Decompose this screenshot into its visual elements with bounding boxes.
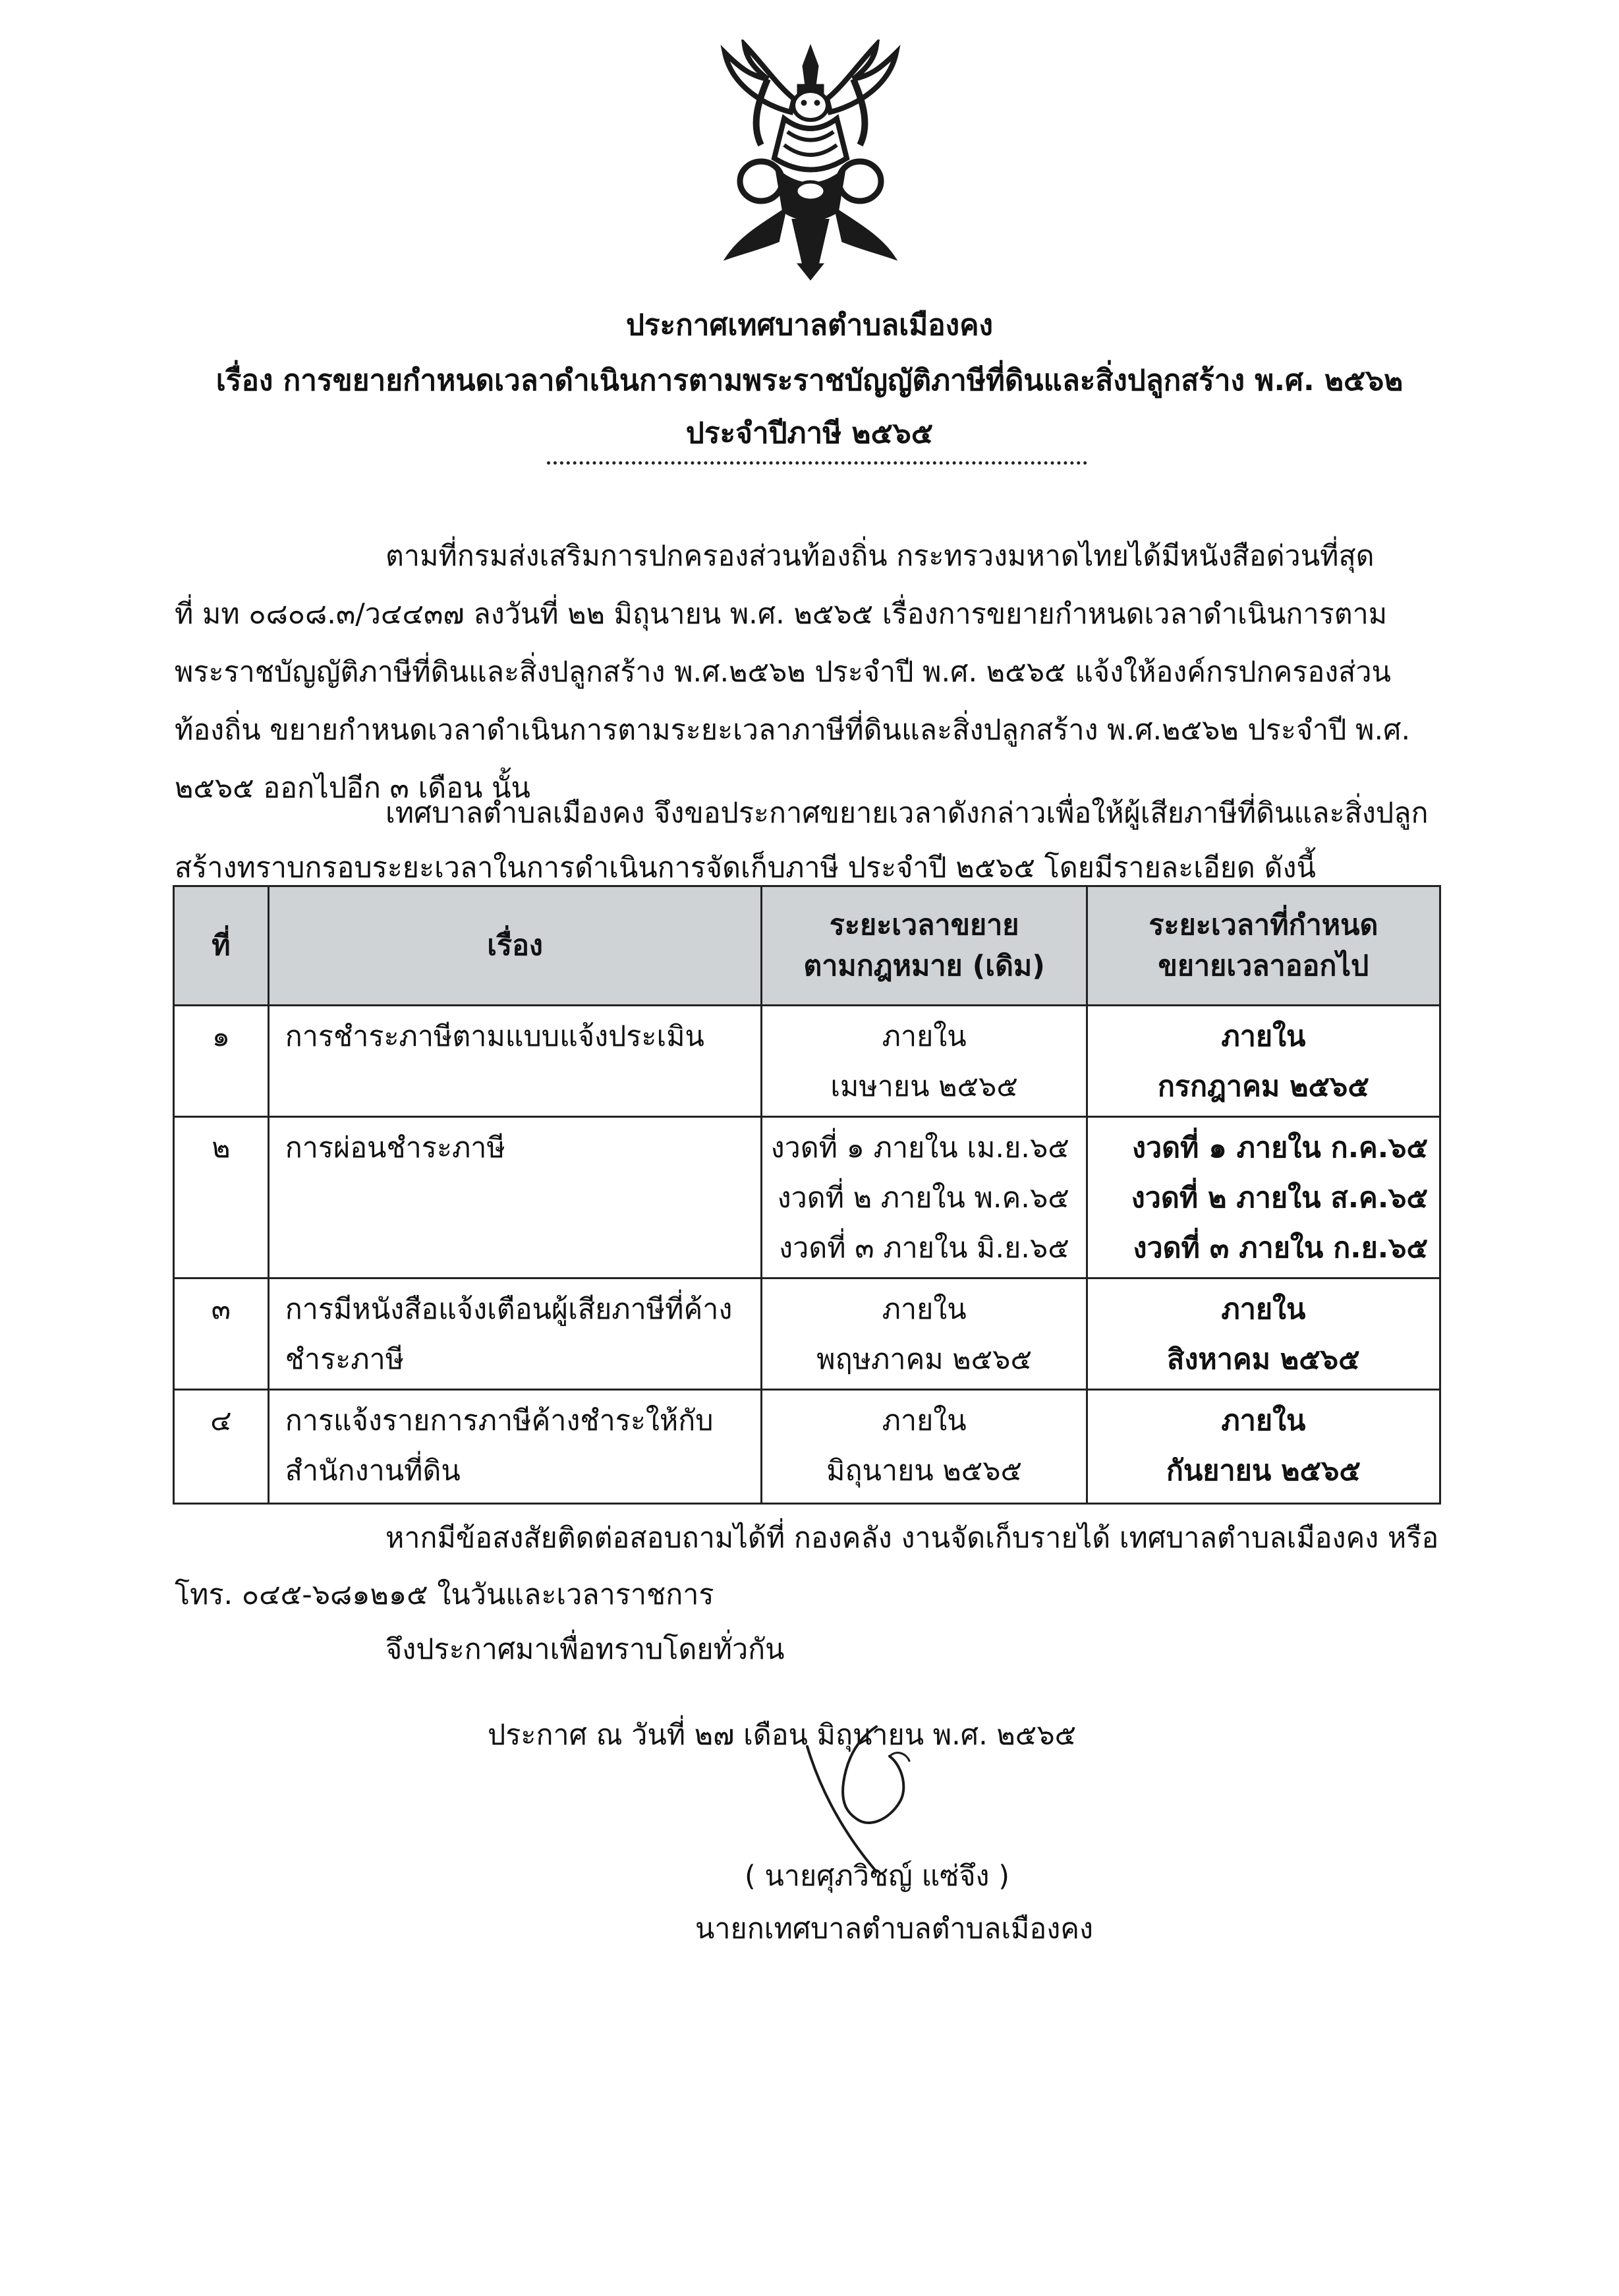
header-extended-period: ระยะเวลาที่กำหนด ขยายเวลาออกไป: [1087, 886, 1440, 1006]
page-title: ประกาศเทศบาลตำบลเมืองคง: [625, 308, 994, 342]
row-subject: การชำระภาษีตามแบบแจ้งประเมิน: [268, 1006, 762, 1117]
tax-year: ประจำปีภาษี ๒๕๖๕: [685, 416, 934, 450]
row-subject: การแจ้งรายการภาษีค้างชำระให้กับ สำนักงานที่ดิน: [268, 1390, 762, 1504]
announcement-date: ประกาศ ณ วันที่ ๒๗ เดือน มิถุนายน พ.ศ. ๒๕๖๕: [488, 1719, 1077, 1752]
paragraph-line: ที่ มท ๐๘๐๘.๓/ว๔๔๓๗ ลงวันที่ ๒๒ มิถุนายน พ.ศ. ๒๕๖๕ เรื่องการขยายกำหนดเวลาดำเนินการตาม: [175, 598, 1388, 631]
paragraph-line: ท้องถิ่น ขยายกำหนดเวลาดำเนินการตามระยะเวลาภาษีที่ดินและสิ่งปลูกสร้าง พ.ศ.๒๕๖๒ ประจำปี พ.ศ.: [175, 714, 1411, 747]
tax-schedule-table: [173, 885, 1441, 1505]
row-extended-period: ภายใน กันยายน ๒๕๖๕: [1087, 1390, 1440, 1504]
contact-paragraph: [175, 1509, 1440, 1628]
row-number: ๒: [174, 1117, 269, 1278]
signer-name: ( นายศุภวิชญ์ แซ่จึง ): [745, 1860, 1009, 1893]
header-no: ที่: [174, 886, 269, 1006]
row-original-period: งวดที่ ๑ ภายใน เม.ย.๖๕ งวดที่ ๒ ภายใน พ.ค.๖๕ งวดที่ ๓ ภายใน มิ.ย.๖๕: [762, 1117, 1087, 1278]
paragraph-line: ตามที่กรมส่งเสริมการปกครองส่วนท้องถิ่น กระทรวงมหาดไทยได้มีหนังสือด่วนที่สุด: [385, 540, 1375, 573]
row-number: ๓: [174, 1278, 269, 1390]
paragraph-line: โทร. ๐๔๕-๖๘๑๒๑๕ ในวันและเวลาราชการ: [175, 1578, 714, 1611]
garuda-emblem-icon: [705, 40, 916, 283]
table-header-row: [174, 886, 1440, 1006]
table-row: [174, 1278, 1440, 1390]
table-row: [174, 1390, 1440, 1504]
paragraph-line: สร้างทราบกรอบระยะเวลาในการดำเนินการจัดเก็บภาษี ประจำปี ๒๕๖๕ โดยมีรายละเอียด ดังนี้: [175, 851, 1316, 884]
dotted-divider: [547, 461, 1087, 465]
paragraph-line: หากมีข้อสงสัยติดต่อสอบถามได้ที่ กองคลัง งานจัดเก็บรายได้ เทศบาลตำบลเมืองคง หรือ: [385, 1522, 1439, 1555]
signer-position: นายกเทศบาลตำบลตำบลเมืองคง: [695, 1912, 1093, 1945]
row-original-period: ภายใน พฤษภาคม ๒๕๖๕: [762, 1278, 1087, 1390]
row-extended-period: งวดที่ ๑ ภายใน ก.ค.๖๕ งวดที่ ๒ ภายใน ส.ค.๖๕ งวดที่ ๓ ภายใน ก.ย.๖๕: [1087, 1117, 1440, 1278]
row-extended-period: ภายใน กรกฎาคม ๒๕๖๕: [1087, 1006, 1440, 1117]
row-subject: การมีหนังสือแจ้งเตือนผู้เสียภาษีที่ค้าง ชำระภาษี: [268, 1278, 762, 1390]
row-original-period: ภายใน เมษายน ๒๕๖๕: [762, 1006, 1087, 1117]
closing-statement: จึงประกาศมาเพื่อทราบโดยทั่วกัน: [385, 1633, 785, 1666]
paragraph-line: พระราชบัญญัติภาษีที่ดินและสิ่งปลูกสร้าง พ.ศ.๒๕๖๒ ประจำปี พ.ศ. ๒๕๖๕ แจ้งให้องค์กรปกครองส่วน: [175, 656, 1391, 689]
row-extended-period: ภายใน สิงหาคม ๒๕๖๕: [1087, 1278, 1440, 1390]
row-number: ๔: [174, 1390, 269, 1504]
row-number: ๑: [174, 1006, 269, 1117]
header-subject: เรื่อง: [268, 886, 762, 1006]
paragraph-intro: [175, 527, 1440, 824]
table-row: [174, 1006, 1440, 1117]
row-subject: การผ่อนชำระภาษี: [268, 1117, 762, 1278]
header-original-period: ระยะเวลาขยาย ตามกฎหมาย (เดิม): [762, 886, 1087, 1006]
paragraph-line: ๒๕๖๕ ออกไปอีก ๓ เดือน นั้น: [175, 772, 530, 805]
table-row: [174, 1117, 1440, 1278]
subject-line: เรื่อง การขยายกำหนดเวลาดำเนินการตามพระราชบัญญัติภาษีที่ดินและสิ่งปลูกสร้าง พ.ศ. ๒๕๖๒: [215, 364, 1404, 397]
row-original-period: ภายใน มิถุนายน ๒๕๖๕: [762, 1390, 1087, 1504]
paragraph-line: เทศบาลตำบลเมืองคง จึงขอประกาศขยายเวลาดังกล่าวเพื่อให้ผู้เสียภาษีที่ดินและสิ่งปลูก: [385, 797, 1429, 830]
